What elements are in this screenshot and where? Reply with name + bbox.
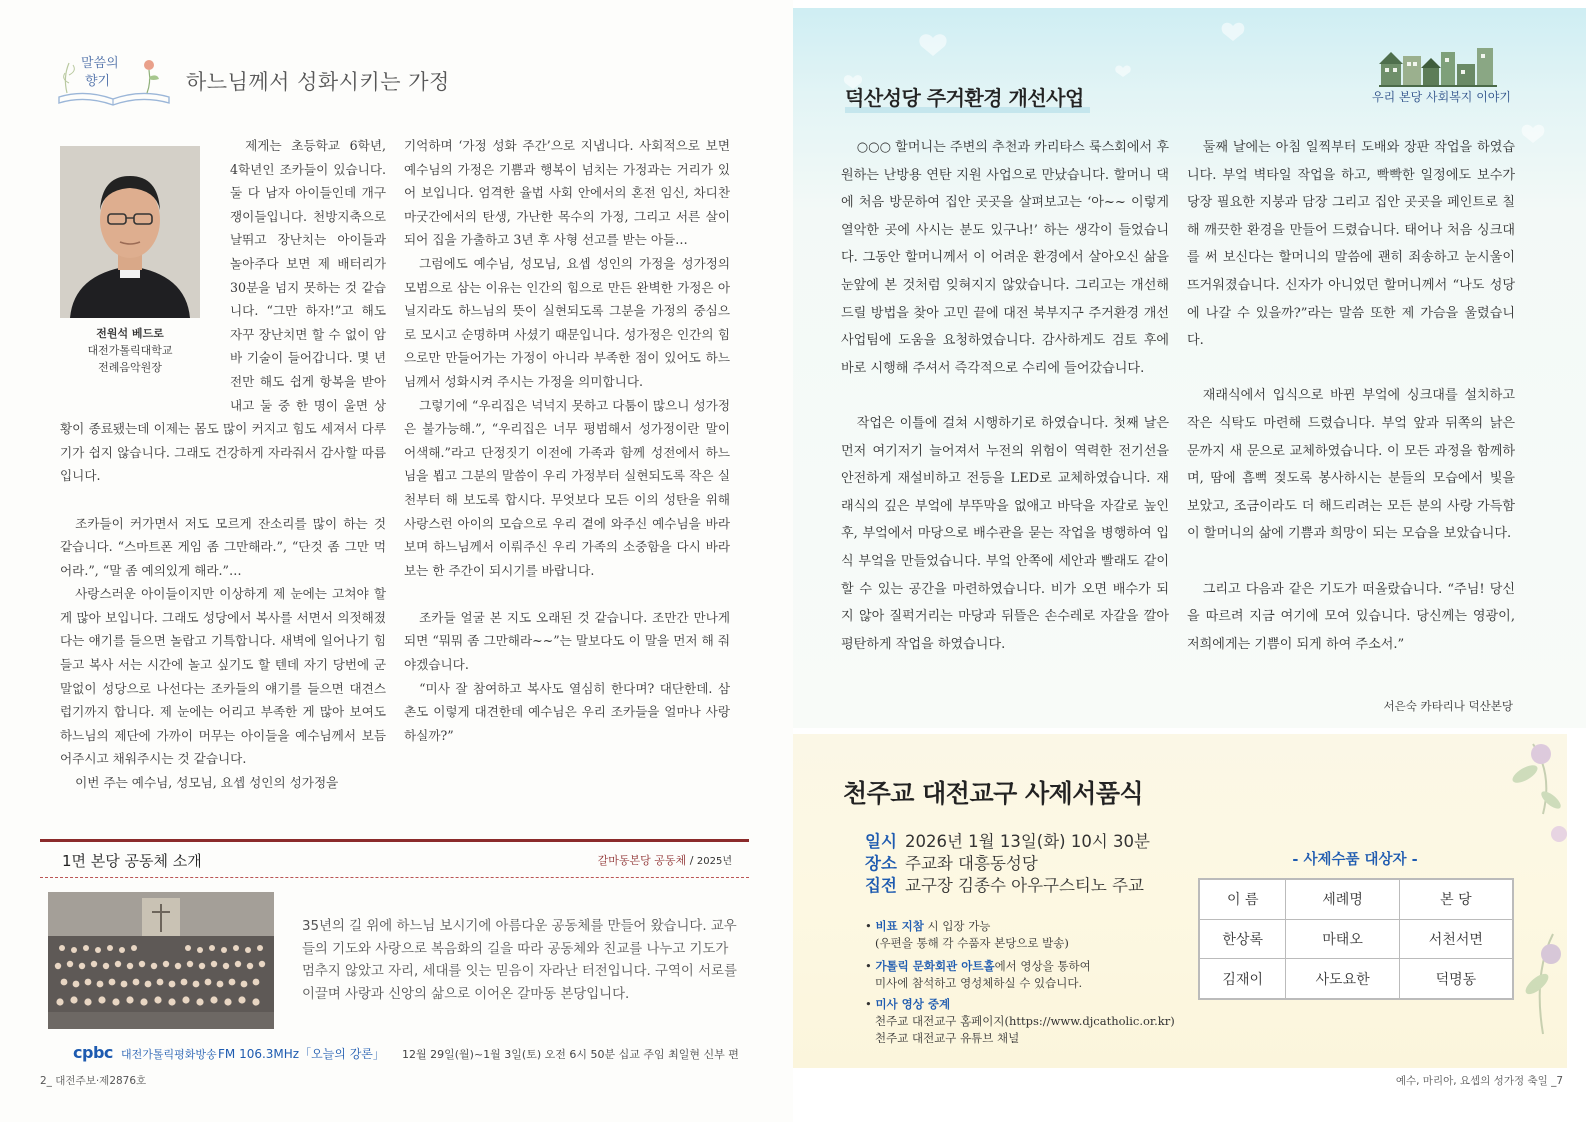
- article-column-1: [841, 134, 1169, 658]
- page-footer-right: 예수, 마리아, 요셉의 성가정 축일 _7: [1395, 1075, 1563, 1087]
- ordination-note: • 미사 영상 중계 천주교 대전교구 홈페이지(https://www.djcatholic.or.kr) 천주교 대전교구 유튜브 채널: [865, 996, 1205, 1047]
- paragraph: 그렇기에 “우리집은 넉넉지 못하고 다툼이 많으니 성가정은 불가능해.”, “우리집은 너무 평범해서 성가정이란 말이 어색해.”라고 단정짓기 이전에 가족과 함께 성전에서 하느님을 뵙고 그분의 말씀이 우리 가정부터 실현되도록 작은 실천부터 해 보도록 합시다. 무엇보다 모든 이의 성탄을 위해 사랑스런 아이의 모습으로 우리 곁에 와주신 예수님을 바라보며 하느님께서 이뤄주신 우리 가족의 소중함을 다시 바라보는 한 주간이 되시기를 바랍니다.: [404, 397, 730, 578]
- paragraph: 그리고 다음과 같은 기도가 떠올랐습니다. “주님! 당신을 따르려 지금 여기에 모여 있습니다. 당신께는 영광이, 저희에게는 기쁨이 되게 하여 주소서.”: [1187, 581, 1515, 652]
- diocese-youtube-channel: 천주교 대전교구 유튜브 채널: [875, 1031, 1020, 1045]
- article-title: 덕산성당 주거환경 개선사업: [845, 86, 1084, 110]
- section-badge: [55, 53, 173, 109]
- paragraph: 둘째 날에는 아침 일찍부터 도배와 장판 작업을 하였습니다. 부엌 벽타일 작업을 하고, 빡빡한 일정에도 보수가 당장 필요한 지붕과 담장 그리고 집안 곳곳을 페인트로 칠해 깨끗한 환경을 만들어 드렸습니다. 태어나 처음 싱크대를 써 보신다는 할머니의 말씀에 괜히 죄송하고 눈시울이 뜨거워졌습니다. 신자가 아니었던 할머니께서 “나도 성당에 나갈 수 있을까?”라는 말씀 또한 제 가슴을 울렸습니다.: [1187, 140, 1515, 349]
- diocese-website-link[interactable]: 천주교 대전교구 홈페이지(https://www.djcatholic.or.kr): [875, 1014, 1175, 1028]
- table-cell: 김재이: [1200, 959, 1286, 999]
- paragraph: 사랑스러운 아이들이지만 이상하게 제 눈에는 고쳐야 할 게 많아 보입니다. 그래도 성당에서 복사를 서면서 의젓해졌다는 얘기를 들으면 놀랍고 기특합니다. 새벽에 일어나기 힘들고 복사 서는 시간에 놀고 싶기도 할 텐데 자기 당번에 군말없이 성당으로 나선다는 조카들의 얘기를 들으면 대견스럽기까지 합니다. 제 눈에는 어리고 부족한 게 많아 보여도 하느님의 제단에 가까이 머무는 아이들을 예수님께서 보듬어주시고 채워주시는 것 같습니다.: [60, 586, 386, 767]
- radio-program: FM 106.3MHz「오늘의 강론」: [218, 1047, 385, 1061]
- page-footer-left: 2_ 대전주보·제2876호: [40, 1075, 147, 1087]
- dashed-divider: [40, 877, 749, 878]
- paragraph: 재래식에서 입식으로 바뀐 부엌에 싱크대를 설치하고 작은 식탁도 마련해 드렸습니다. 부엌 앞과 뒤쪽의 낡은 문까지 새 문으로 교체하였습니다. 이 모든 과정을 함께하며, 땀에 흠뻑 젖도록 봉사하시는 분들의 모습에서 빛을 보았고, 조금이라도 더 해드리려는 모든 분의 사랑 가득함이 할머니의 삶에 기쁨과 희망이 되는 모습을 보았습니다.: [1187, 388, 1515, 542]
- table-cell: 덕명동: [1399, 959, 1512, 999]
- cpbc-logo: cpbc: [73, 1043, 113, 1062]
- section-badge-line2: 향기: [85, 74, 111, 89]
- ordination-date-row: [865, 828, 1150, 852]
- community-year: 2025년: [696, 856, 732, 867]
- community-source: 갈마동본당 공동체 / 2025년: [597, 854, 732, 867]
- paragraph: 조카들 얼굴 본 지도 오래된 것 같습니다. 조만간 만나게 되면 “뭐뭐 좀 그만해라~~”는 말보다도 이 말을 먼저 해 줘야겠습니다.: [404, 609, 730, 673]
- ordination-title: 천주교 대전교구 사제서품식: [843, 779, 1144, 808]
- note-sub: 미사에 참석하고 영성체하실 수 있습니다.: [875, 976, 1083, 990]
- note-bold: 가톨릭 문화회관 아트홀: [875, 959, 995, 973]
- table-cell: 서천서면: [1399, 919, 1512, 959]
- table-header-row: [1200, 880, 1513, 920]
- author-role: 대전가톨릭대학교: [87, 344, 173, 357]
- article-column-1: [60, 134, 386, 795]
- table-row: [1200, 959, 1513, 999]
- row-value: 교구장 김종수 아우구스티노 주교: [905, 876, 1144, 895]
- column-header: 세례명: [1286, 880, 1399, 920]
- candidates-title: - 사제수품 대상자 -: [1292, 852, 1418, 868]
- community-source-name: 갈마동본당 공동체: [597, 854, 687, 867]
- section-divider: [40, 839, 749, 842]
- author-role-2: 전례음악원장: [98, 361, 162, 374]
- table-row: [1200, 919, 1513, 959]
- note-sub: (우편을 통해 각 수품자 본당으로 발송): [875, 936, 1069, 950]
- ordination-place-row: [865, 850, 1038, 874]
- article-column-2: [404, 134, 730, 747]
- ordination-note: • 가톨릭 문화회관 아트홀에서 영상을 통하여 미사에 참석하고 영성체하실 수 있습니다.: [865, 958, 1205, 992]
- table-cell: 마태오: [1286, 919, 1399, 959]
- note-text: 에서 영상을 통하여: [994, 959, 1091, 973]
- portrait-float-spacer: [60, 134, 230, 402]
- community-group-photo: [48, 892, 274, 1029]
- paragraph: 작업은 이틀에 걸쳐 시행하기로 하였습니다. 첫째 날은 먼저 여기저기 늘어져서 누전의 위험이 역력한 전기선을 안전하게 재설비하고 전등을 LED로 교체하였습니다. 재래식의 깊은 부엌에 부뚜막을 없애고 바닥을 자갈로 높인 후, 부엌에서 마당으로 배수관을 묻는 작업을 병행하여 입식 부엌을 만들었습니다. 부엌 안쪽에 세안과 빨래도 같이 할 수 있는 공간을 마련하였습니다. 비가 오면 배수가 되지 않아 질퍽거리는 마당과 뒤뜰은 손수레로 자갈을 깔아 평탄하게 작업을 하였습니다.: [841, 415, 1169, 652]
- row-key: 집전: [865, 876, 897, 895]
- row-value: 주교좌 대흥동성당: [905, 854, 1038, 873]
- town-illustration: [1379, 42, 1497, 88]
- candidates-table: [1199, 879, 1513, 999]
- page-title: 하느님께서 성화시키는 가정: [186, 70, 450, 94]
- column-header: 본 당: [1399, 880, 1512, 920]
- paragraph: “미사 잘 참여하고 복사도 열심히 한다며? 대단한데. 삼촌도 이렇게 대견한데 예수님은 우리 조카들을 얼마나 사랑하실까?”: [404, 680, 730, 743]
- note-text: 시 입장 가능: [923, 919, 991, 933]
- community-title: 1면 본당 공동체 소개: [62, 852, 202, 870]
- row-key: 장소: [865, 854, 897, 873]
- article-author: 서은숙 카타리나 덕산본당: [1383, 699, 1513, 713]
- ordination-note: • 비표 지참 시 입장 가능 (우편을 통해 각 수품자 본당으로 발송): [865, 918, 1205, 952]
- column-header: 이 름: [1200, 880, 1286, 920]
- paragraph: 그럼에도 예수님, 성모님, 요셉 성인의 가정을 성가정의 모범으로 삼는 이유는 인간의 힘으로 만든 완벽한 가정은 아닐지라도 하느님의 뜻이 실현되도록 그분을 가정의 중심으로 모시고 순명하며 사셨기 때문입니다. 성가정은 인간의 힘으로만 만들어가는 가정이 아니라 부족한 점이 있어도 하느님께서 성화시켜 주시는 가정을 의미합니다.: [404, 255, 730, 389]
- paragraph: 제게는 초등학교 6학년, 4학년인 조카들이 있습니다. 둘 다 남자 아이들인데 개구쟁이들입니다. 천방지축으로 날뛰고 장난치는 아이들과 놀아주다 보면 제 배터리가 30분을 넘지 못하는 것 같습니다. “그만 하자!”고 해도 자꾸 장난치면 할 수 없이 암바 기술이 들어갑니다. 몇 년 전만 해도 쉽게 항복을 받아내고 둘 중 한 명이 울면 상황이 종료됐는데 이제는 몸도 많이 커지고 힘도 세져서 다루기가 쉽지 않습니다. 그래도 건강하게 자라줘서 감사할 따름입니다.: [60, 138, 386, 484]
- candidates-table-box: [1198, 878, 1514, 1000]
- paragraph: ○○○ 할머니는 주변의 추천과 카리타스 룩스회에서 후원하는 난방용 연탄 지원 사업으로 만났습니다. 할머니 댁에 처음 방문하여 집안 곳곳을 살펴보고는 ‘아~~ 이렇게 열악한 곳에 사시는 분도 있구나!’ 하는 생각이 들었습니다. 그동안 할머니께서 이 어려운 환경에서 살아오신 삶을 눈앞에 본 것처럼 잊혀지지 않았습니다. 그리고는 개선해 드릴 방법을 찾아 고민 끝에 대전 북부지구 주거환경 개선사업팀에 도움을 요청하였습니다. 감사하게도 검토 후에 바로 시행해 주셔서 즉각적으로 수리에 들어갔습니다.: [841, 140, 1169, 376]
- note-bold: 비표 지참: [875, 919, 924, 933]
- paragraph: 기억하며 ‘가정 성화 주간’으로 지냅니다. 사회적으로 보면 예수님의 가정은 기쁨과 행복이 넘치는 가정과는 거리가 있어 보입니다. 엄격한 율법 사회 안에서의 혼전 임신, 차디찬 마굿간에서의 탄생, 가난한 목수의 가정, 그리고 서른 살이 되어 집을 가출하고 3년 후 사형 선고를 받는 아들…: [404, 138, 730, 248]
- section-badge-line1: 말씀의: [81, 56, 119, 71]
- note-bold: 미사 영상 중계: [875, 997, 951, 1011]
- table-cell: 사도요한: [1286, 959, 1399, 999]
- table-cell: 한상록: [1200, 919, 1286, 959]
- series-label: 우리 본당 사회복지 이야기: [1372, 90, 1511, 104]
- community-description: 35년의 길 위에 하느님 보시기에 아름다운 공동체를 만들어 왔습니다. 교우들의 기도와 사랑으로 복음화의 길을 따라 공동체와 친교를 나누고 기도가 멈추지 않았고 자리, 세대를 잇는 믿음이 자라난 터전입니다. 구역이 서로를 이끌며 사랑과 신앙의 삶으로 이어온 갈마동 본당입니다.: [302, 919, 737, 1002]
- row-key: 일시: [865, 832, 897, 851]
- cpbc-station-name: 대전가톨릭평화방송: [121, 1048, 217, 1061]
- paragraph: 조카들이 커가면서 저도 모르게 잔소리를 많이 하는 것 같습니다. “스마트폰 게임 좀 그만해라.”, “단것 좀 그만 먹어라.”, “말 좀 예의있게 해라.”…: [60, 515, 386, 578]
- houses-icon: [1379, 42, 1497, 88]
- author-name: 전원석 베드로: [96, 327, 164, 340]
- article-column-2: [1187, 134, 1515, 658]
- ordination-celebrant-row: [865, 872, 1144, 896]
- radio-schedule: 12월 29일(월)~1월 3일(토) 오전 6시 50분 십교 주임 최일현 신부 편: [402, 1048, 739, 1061]
- paragraph: 이번 주는 예수님, 성모님, 요셉 성인의 성가정을: [75, 775, 339, 791]
- group-photo-icon: [48, 892, 274, 1029]
- right-page: [793, 0, 1586, 1122]
- row-value: 2026년 1월 13일(화) 10시 30분: [905, 832, 1150, 851]
